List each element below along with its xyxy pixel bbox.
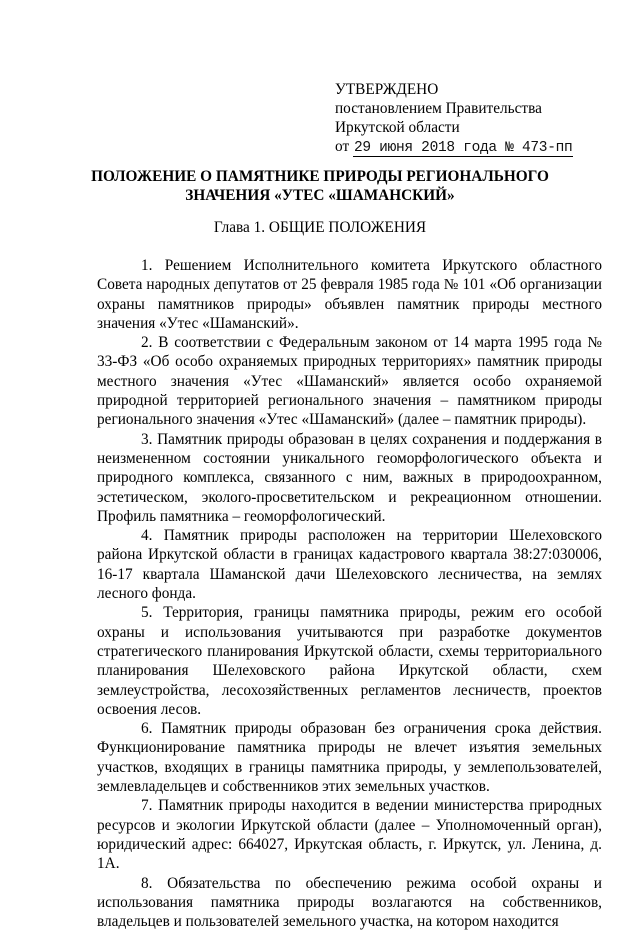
approval-region-line: Иркутской области — [335, 118, 573, 137]
paragraph-5: 5. Территория, границы памятника природы, режим его особой охраны и использования учитываются при разработке документов стратегического планирования Иркутской области, схемы территориального планирования Шелеховского района Иркутской области, схем землеустройства, лесохозяйственных регламентов лесничеств, проектов освоения лесов. — [97, 603, 602, 719]
paragraph-8: 8. Обязательства по обеспечению режима особой охраны и использования памятника природы возлагаются на собственников, владельцев и пользователей земельного участка, на котором находится — [97, 874, 602, 931]
paragraph-6: 6. Памятник природы образован без ограничения срока действия. Функционирование памятника природы не влечет изъятия земельных участков, входящих в границы памятника природы, у землепользователей, землевладельцев и собственников этих земельных участков. — [97, 719, 602, 796]
approval-heading: УТВЕРЖДЕНО — [335, 80, 573, 99]
approval-decree-line: постановлением Правительства — [335, 99, 573, 118]
paragraph-4: 4. Памятник природы расположен на территории Шелеховского района Иркутской области в границах кадастрового квартала 38:27:030006, 16-17 квартала Шаманской дачи Шелеховского лесничества, на землях лесного фонда. — [97, 526, 602, 603]
chapter-heading: Глава 1. ОБЩИЕ ПОЛОЖЕНИЯ — [0, 218, 640, 237]
document-title — [0, 167, 640, 205]
paragraph-1: 1. Решением Исполнительного комитета Иркутского областного Совета народных депутатов от 25 февраля 1985 года № 101 «Об организации охраны памятников природы» объявлен памятник природы местного значения «Утес «Шаманский». — [97, 256, 602, 333]
document-title-line1: ПОЛОЖЕНИЕ О ПАМЯТНИКЕ ПРИРОДЫ РЕГИОНАЛЬНОГО — [0, 167, 640, 186]
document-body — [97, 256, 602, 931]
paragraph-2: 2. В соответствии с Федеральным законом от 14 марта 1995 года № 33-ФЗ «Об особо охраняемых природных территориях» памятник природы местного значения «Утес «Шаманский» является особо охраняемой природной территорией регионального значения – памятником природы регионального значения «Утес «Шаманский» (далее – памятник природы). — [97, 333, 602, 429]
handwritten-date-number: 29 июня 2018 года № 473-пп — [353, 140, 573, 157]
document-title-line2: ЗНАЧЕНИЯ «УТЕС «ШАМАНСКИЙ» — [0, 186, 640, 205]
approval-block — [335, 80, 573, 158]
paragraph-3: 3. Памятник природы образован в целях сохранения и поддержания в неизмененном состоянии уникального геоморфологического объекта и природного комплекса, связанного с ним, важных в природоохранном, эстетическом, эколого-просветительском и рекреационном отношении. Профиль памятника – геоморфологический. — [97, 430, 602, 526]
approval-from-word: от — [335, 138, 349, 155]
approval-date-line — [335, 137, 573, 158]
paragraph-7: 7. Памятник природы находится в ведении министерства природных ресурсов и экологии Иркутской области (далее – Уполномоченный орган), юридический адрес: 664027, Иркутская область, г. Иркутск, ул. Ленина, д. 1А. — [97, 796, 602, 873]
